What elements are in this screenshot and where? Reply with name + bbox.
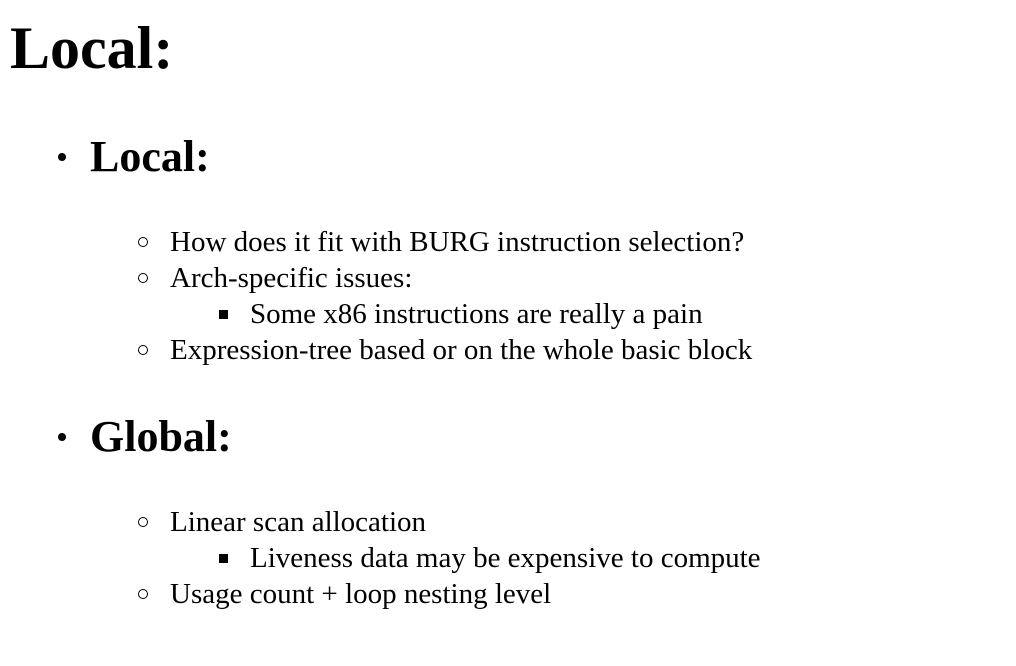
list-item-text: Expression-tree based or on the whole basic block — [170, 334, 753, 366]
nested-list-item-text: Some x86 instructions are really a pain — [250, 298, 703, 330]
disc-bullet-icon — [58, 433, 66, 441]
section-local-heading — [90, 133, 990, 181]
list-item-text: Arch-specific issues: — [170, 262, 413, 294]
section-global-heading — [90, 413, 990, 461]
section-local — [90, 133, 990, 181]
circle-bullet-icon — [138, 273, 148, 283]
section-global-list — [170, 504, 970, 612]
page-title: Local: — [10, 15, 174, 81]
section-global — [90, 413, 990, 461]
circle-bullet-icon — [138, 237, 148, 247]
section-local-list — [170, 224, 970, 368]
list-item-text: Usage count + loop nesting level — [170, 578, 552, 610]
list-item — [170, 576, 970, 612]
square-bullet-icon — [219, 310, 228, 319]
list-item — [170, 332, 970, 368]
list-item — [170, 504, 970, 540]
nested-list-item — [170, 296, 970, 332]
list-item — [170, 260, 970, 296]
nested-list-item-text: Liveness data may be expensive to compute — [250, 542, 761, 574]
circle-bullet-icon — [138, 589, 148, 599]
circle-bullet-icon — [138, 517, 148, 527]
circle-bullet-icon — [138, 345, 148, 355]
square-bullet-icon — [219, 554, 228, 563]
list-item-text: Linear scan allocation — [170, 506, 427, 538]
nested-list-item — [170, 540, 970, 576]
section-title: Global: — [90, 412, 232, 461]
list-item-text: How does it fit with BURG instruction selection? — [170, 226, 745, 258]
section-title: Local: — [90, 132, 210, 181]
list-item — [170, 224, 970, 260]
disc-bullet-icon — [58, 153, 66, 161]
